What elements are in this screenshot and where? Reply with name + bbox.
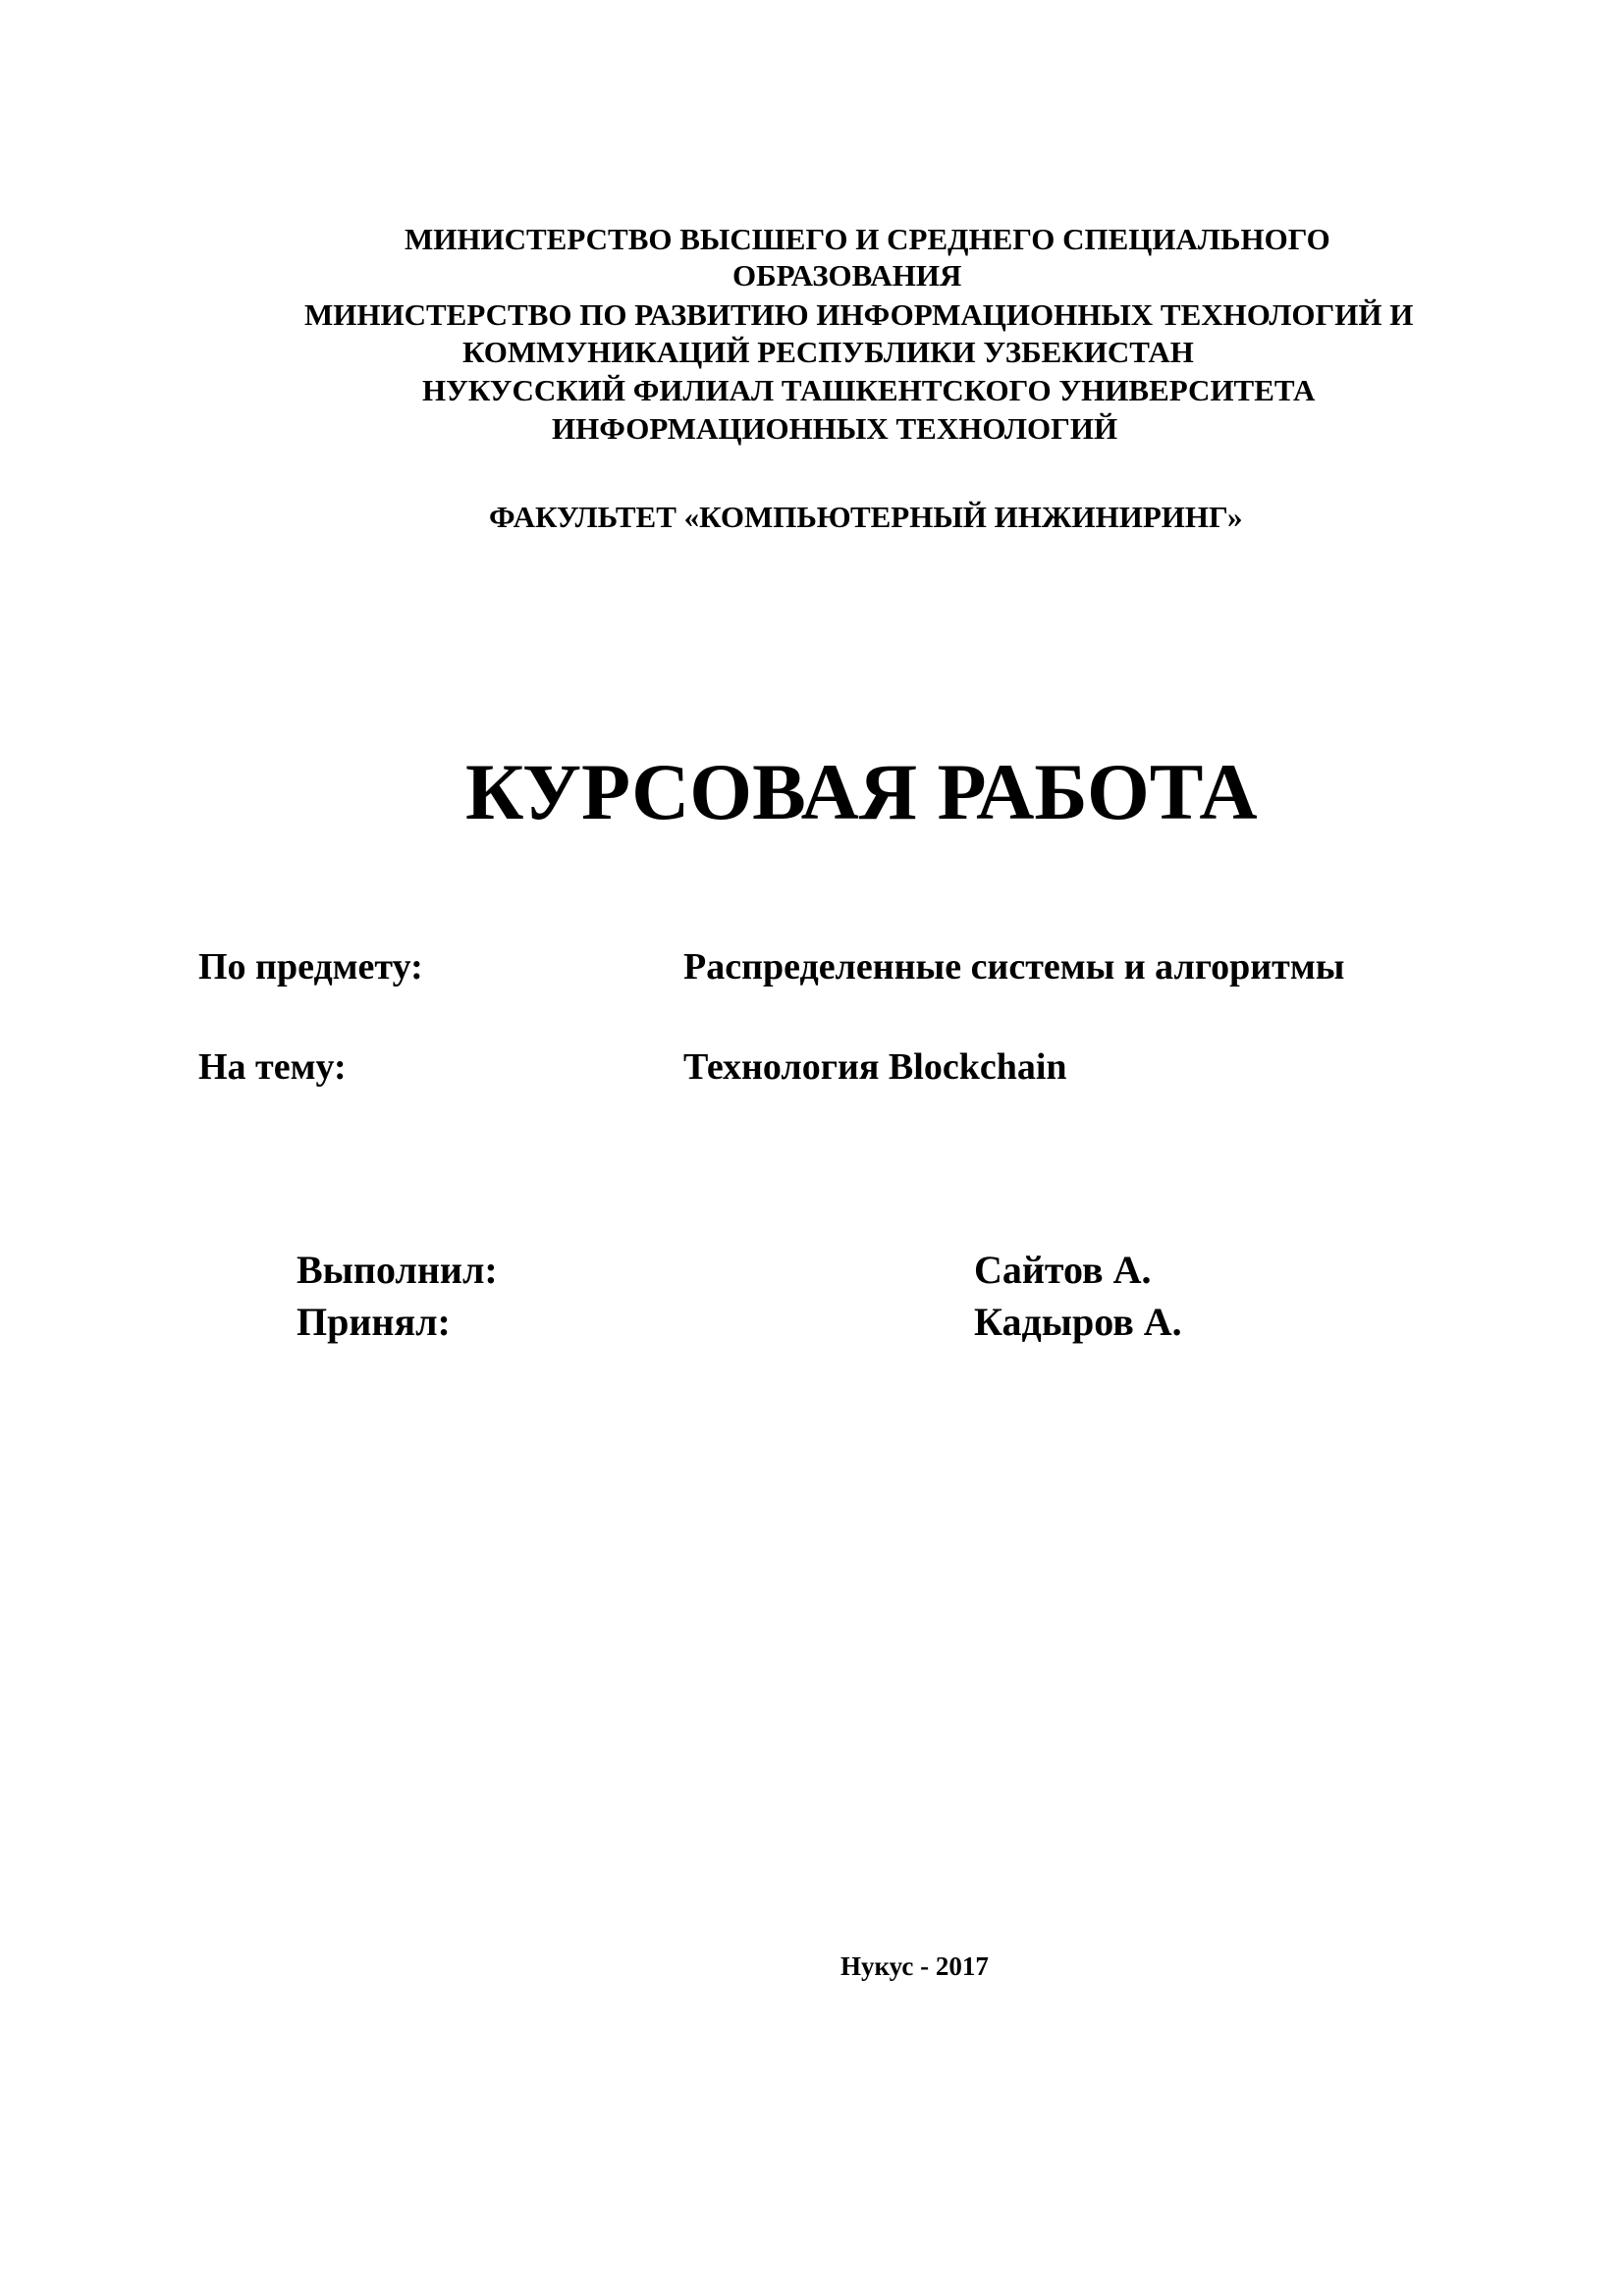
header-line-3: МИНИСТЕРСТВО ПО РАЗВИТИЮ ИНФОРМАЦИОННЫХ ТЕХНОЛОГИЙ И: [304, 297, 1414, 332]
header-line-4: КОММУНИКАЦИЙ РЕСПУБЛИКИ УЗБЕКИСТАН: [462, 335, 1194, 369]
city-year: Нукус - 2017: [840, 1951, 989, 1981]
document-title: КУРСОВАЯ РАБОТА: [465, 747, 1258, 836]
accepted-by-name: Кадыров А.: [974, 1300, 1182, 1344]
topic-label: На тему:: [198, 1046, 347, 1088]
subject-label: По предмету:: [198, 946, 423, 988]
header-line-2: ОБРАЗОВАНИЯ: [732, 258, 962, 293]
topic-value: Технология Blockchain: [683, 1046, 1067, 1088]
faculty-name: ФАКУЛЬТЕТ «КОМПЬЮТЕРНЫЙ ИНЖИНИРИНГ»: [489, 500, 1243, 534]
accepted-by-label: Принял:: [297, 1300, 451, 1344]
performed-by-name: Сайтов А.: [974, 1248, 1152, 1292]
performed-by-label: Выполнил:: [297, 1248, 498, 1292]
header-line-5: НУКУССКИЙ ФИЛИАЛ ТАШКЕНТСКОГО УНИВЕРСИТЕТА: [422, 373, 1316, 407]
subject-value: Распределенные системы и алгоритмы: [683, 946, 1345, 988]
header-line-1: МИНИСТЕРСТВО ВЫСШЕГО И СРЕДНЕГО СПЕЦИАЛЬНОГО: [405, 222, 1330, 256]
header-line-6: ИНФОРМАЦИОННЫХ ТЕХНОЛОГИЙ: [552, 411, 1118, 446]
